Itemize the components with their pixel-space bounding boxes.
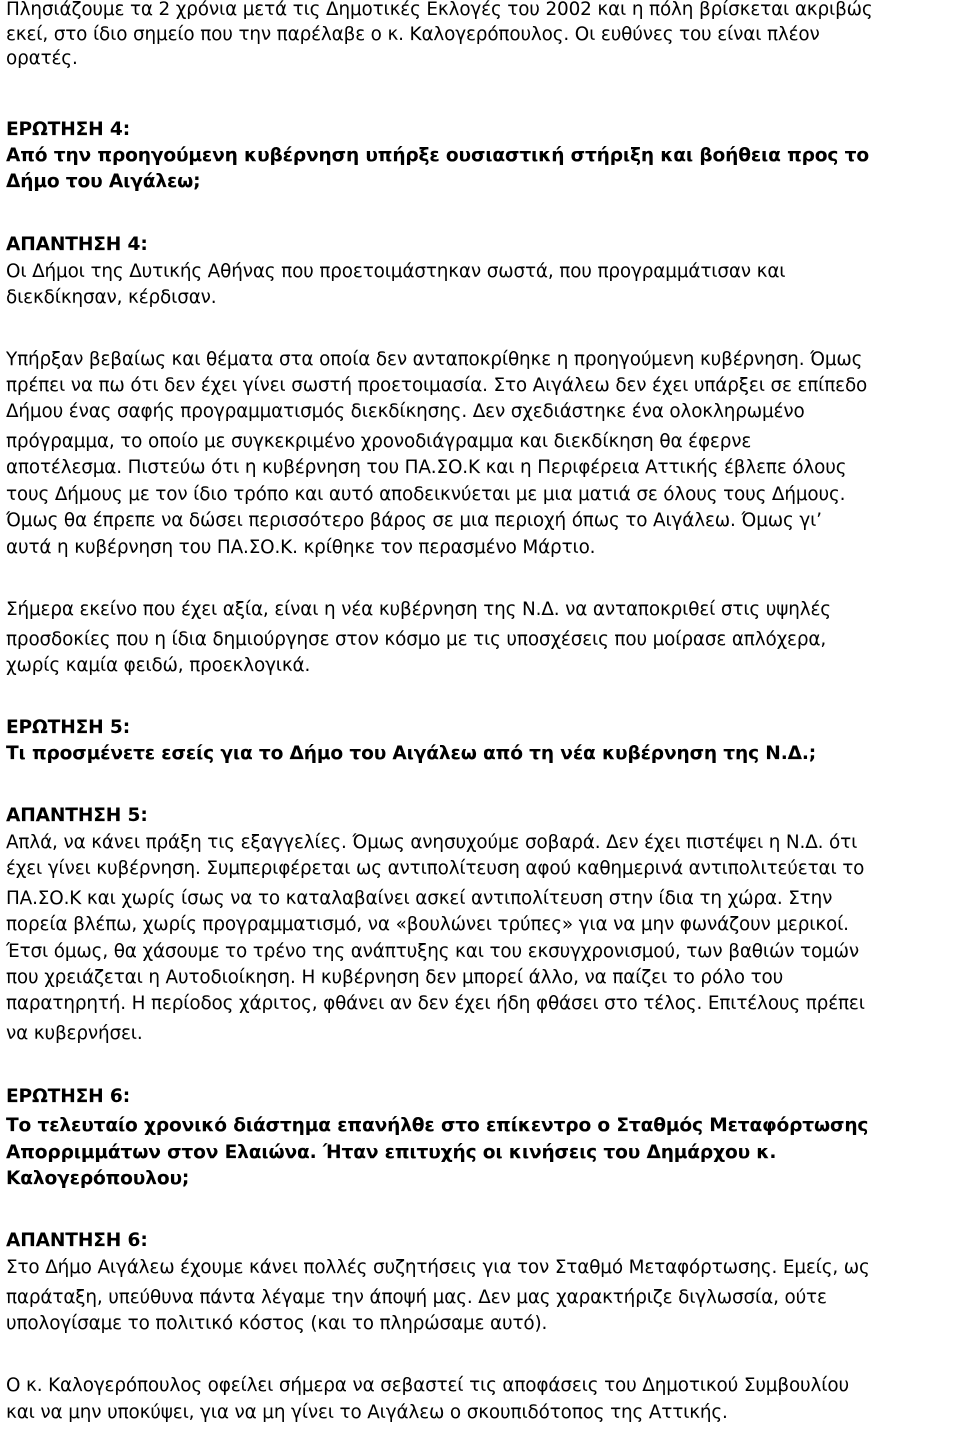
answer-5-line-5: Έτσι όμως, θα χάσουμε το τρένο της ανάπτυξης και του εκσυγχρονισμού, των βαθιών τομών [6,941,859,962]
answer-4-p2-line-2: πρέπει να πω ότι δεν έχει γίνει σωστή προετοιμασία. Στο Αιγάλεω δεν έχει υπάρξει σε επίπεδο [6,375,868,396]
answer-5-line-8: να κυβερνήσει. [6,1023,143,1044]
answer-6-p1-line-3: υπολογίσαμε το πολιτικό κόστος (και το πληρώσαμε αυτό). [6,1313,548,1334]
intro-line-3: ορατές. [6,48,78,69]
answer-4-p1-line-1: Οι Δήμοι της Δυτικής Αθήνας που προετοιμάστηκαν σωστά, που προγραμμάτισαν και [6,261,786,282]
answer-4-p3-line-2: προσδοκίες που η ίδια δημιούργησε στον κόσμο με τις υποσχέσεις που μοίρασε απλόχερα, [6,629,827,650]
answer-4-p3-line-1: Σήμερα εκείνο που έχει αξία, είναι η νέα κυβέρνηση της Ν.Δ. να ανταποκριθεί στις υψηλές [6,599,831,620]
answer-6-p2-line-2: και να μην υποκύψει, για να μη γίνει το Αιγάλεω ο σκουπιδότοπος της Αττικής. [6,1402,728,1423]
answer-4-p2-line-8: αυτά η κυβέρνηση του ΠΑ.ΣΟ.Κ. κρίθηκε τον περασμένο Μάρτιο. [6,537,596,558]
question-4-label: ΕΡΩΤΗΣΗ 4: [6,119,130,140]
question-6-label: ΕΡΩΤΗΣΗ 6: [6,1086,130,1107]
question-6-line-1: Το τελευταίο χρονικό διάστημα επανήλθε στο επίκεντρο ο Σταθμός Μεταφόρτωσης [6,1115,869,1136]
question-6-line-3: Καλογερόπουλου; [6,1168,190,1189]
answer-4-p2-line-4: πρόγραμμα, το οποίο με συγκεκριμένο χρονοδιάγραμμα και διεκδίκηση θα έφερνε [6,431,752,452]
answer-6-p1-line-2: παράταξη, υπεύθυνα πάντα λέγαμε την άποψή μας. Δεν μας χαρακτήριζε διγλωσσία, ούτε [6,1287,827,1308]
answer-4-p2-line-7: Όμως θα έπρεπε να δώσει περισσότερο βάρος σε μια περιοχή όπως το Αιγάλεω. Όμως γι’ [6,510,822,531]
answer-5-line-2: έχει γίνει κυβέρνηση. Συμπεριφέρεται ως αντιπολίτευση αφού καθημερινά αντιπολιτεύεται το [6,858,865,879]
question-4-line-1: Από την προηγούμενη κυβέρνηση υπήρξε ουσιαστική στήριξη και βοήθεια προς το [6,145,869,166]
answer-5-line-6: που χρειάζεται η Αυτοδιοίκηση. Η κυβέρνηση δεν μπορεί άλλο, να παίζει το ρόλο του [6,967,784,988]
answer-4-p2-line-6: τους Δήμους με τον ίδιο τρόπο και αυτό αποδεικνύεται με μια ματιά σε όλους τους Δήμους. [6,484,846,505]
question-5-line-1: Τι προσμένετε εσείς για το Δήμο του Αιγάλεω από τη νέα κυβέρνηση της Ν.Δ.; [6,743,817,764]
answer-5-line-4: πορεία βλέπω, χωρίς προγραμματισμό, να «βουλώνει τρύπες» για να μην φωνάζουν μερικοί. [6,914,849,935]
answer-4-p2-line-1: Υπήρξαν βεβαίως και θέματα στα οποία δεν ανταποκρίθηκε η προηγούμενη κυβέρνηση. Όμως [6,349,863,370]
answer-6-p2-line-1: Ο κ. Καλογερόπουλος οφείλει σήμερα να σεβαστεί τις αποφάσεις του Δημοτικού Συμβουλίου [6,1375,849,1396]
answer-4-p1-line-2: διεκδίκησαν, κέρδισαν. [6,287,217,308]
answer-4-label: ΑΠΑΝΤΗΣΗ 4: [6,234,148,255]
answer-4-p3-line-3: χωρίς καμία φειδώ, προεκλογικά. [6,655,311,676]
answer-5-line-3: ΠΑ.ΣΟ.Κ και χωρίς ίσως να το καταλαβαίνει ασκεί αντιπολίτευση στην ίδια τη χώρα. Στην [6,888,833,909]
answer-5-line-7: παρατηρητή. Η περίοδος χάριτος, φθάνει αν δεν έχει ήδη φθάσει στο τέλος. Επιτέλους πρέπει [6,993,865,1014]
answer-5-label: ΑΠΑΝΤΗΣΗ 5: [6,805,148,826]
answer-4-p2-line-3: Δήμου ένας σαφής προγραμματισμός διεκδίκησης. Δεν σχεδιάστηκε ένα ολοκληρωμένο [6,401,805,422]
question-5-label: ΕΡΩΤΗΣΗ 5: [6,717,130,738]
intro-line-2: εκεί, στο ίδιο σημείο που την παρέλαβε ο κ. Καλογερόπουλος. Οι ευθύνες του είναι πλέον [6,24,820,45]
answer-6-label: ΑΠΑΝΤΗΣΗ 6: [6,1230,148,1251]
answer-6-p1-line-1: Στο Δήμο Αιγάλεω έχουμε κάνει πολλές συζητήσεις για τον Σταθμό Μεταφόρτωσης. Εμείς, ως [6,1257,870,1278]
intro-line-1: Πλησιάζουμε τα 2 χρόνια μετά τις Δημοτικές Εκλογές του 2002 και η πόλη βρίσκεται ακριβώς [6,0,873,20]
question-6-line-2: Απορριμμάτων στον Ελαιώνα. Ήταν επιτυχής οι κινήσεις του Δημάρχου κ. [6,1142,777,1163]
answer-5-line-1: Απλά, να κάνει πράξη τις εξαγγελίες. Όμως ανησυχούμε σοβαρά. Δεν έχει πιστέψει η Ν.Δ. ότι [6,832,858,853]
question-4-line-2: Δήμο του Αιγάλεω; [6,171,201,192]
answer-4-p2-line-5: αποτέλεσμα. Πιστεύω ότι η κυβέρνηση του ΠΑ.ΣΟ.Κ και η Περιφέρεια Αττικής έβλεπε όλους [6,457,847,478]
